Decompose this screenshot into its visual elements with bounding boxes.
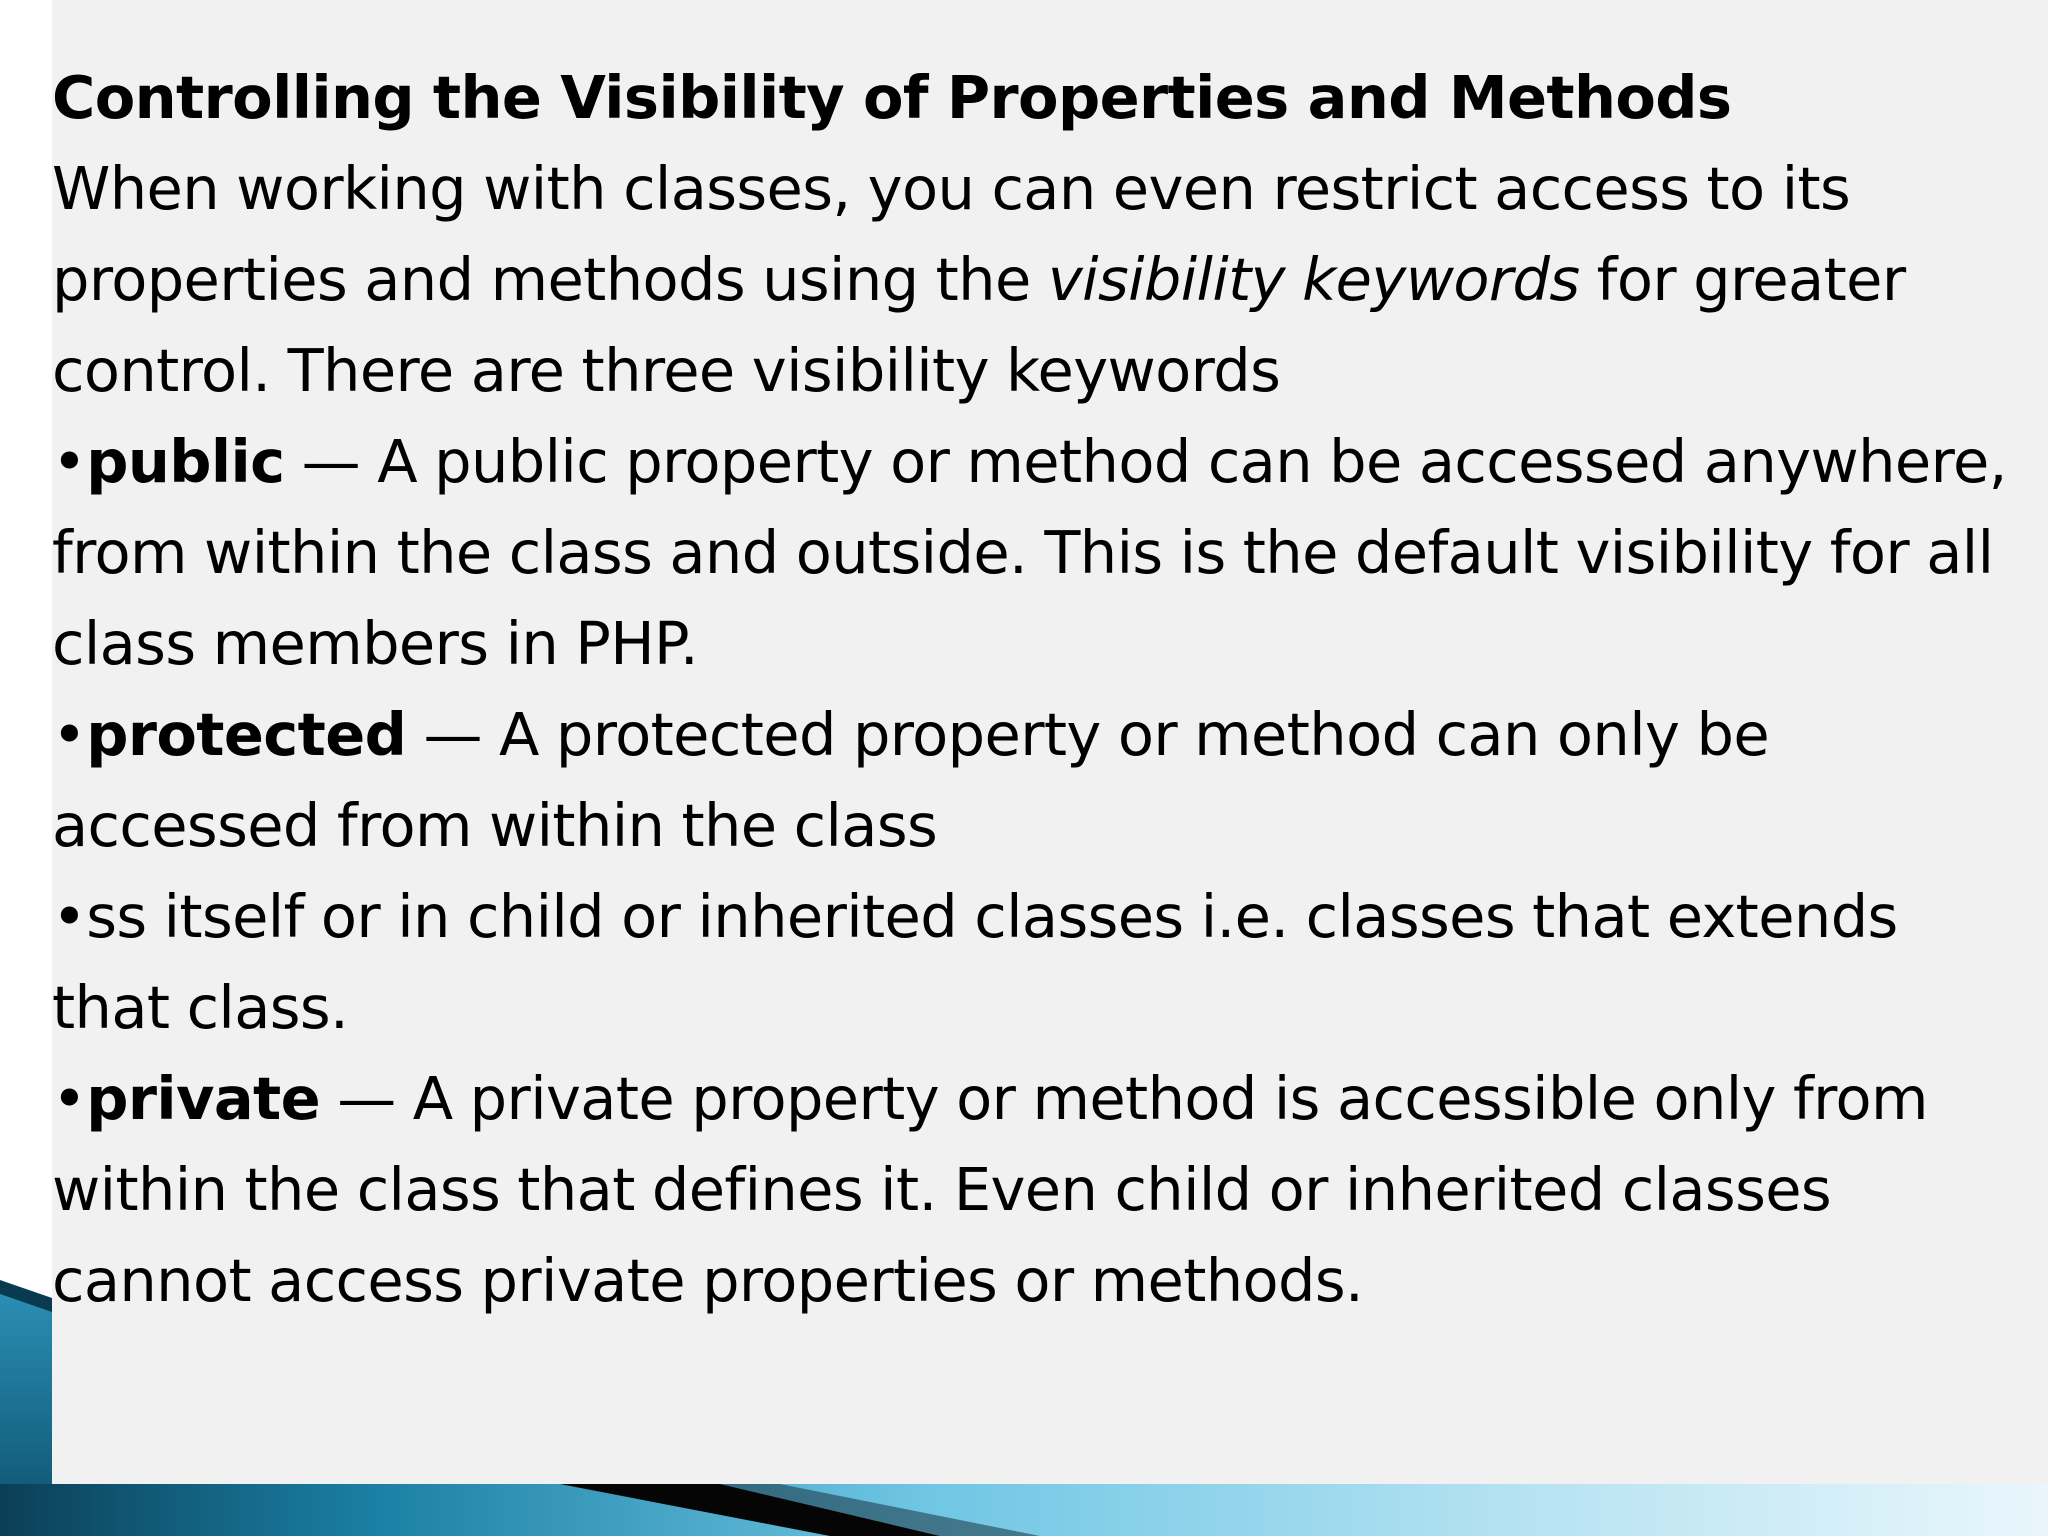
intro-text-before: When working with classes, you can even restrict access to its properties and methods using the: [52, 154, 1851, 314]
bullet-marker: •: [52, 1064, 87, 1133]
intro-text-after: for greater control. There are three visibility keywords: [52, 245, 1906, 405]
keyword-public: public: [86, 427, 285, 496]
slide-title: Controlling the Visibility of Properties and Methods: [52, 63, 1732, 132]
keyword-private: private: [86, 1064, 321, 1133]
bullet-protected-text: — A protected property or method can only be accessed from within the class: [52, 700, 1770, 860]
bullet-marker: •: [52, 882, 87, 951]
bullet-public: [52, 416, 2012, 689]
bullet-continuation: [52, 871, 2012, 1053]
bullet-public-text: — A public property or method can be accessed anywhere, from within the class and outside. This is the default visibility for all class members in PHP.: [52, 427, 2007, 678]
keyword-protected: protected: [86, 700, 407, 769]
bottom-wave-band: [0, 1484, 2048, 1536]
slide-body: [52, 52, 2012, 1326]
bullet-marker: •: [52, 700, 87, 769]
bullet-continuation-text: ss itself or in child or inherited classes i.e. classes that extends that class.: [52, 882, 1898, 1042]
bullet-protected: [52, 689, 2012, 871]
intro-emphasis: visibility keywords: [1047, 245, 1580, 314]
bullet-private: [52, 1053, 2012, 1326]
bullet-marker: •: [52, 427, 87, 496]
intro-paragraph: [52, 143, 2012, 416]
bullet-private-text: — A private property or method is accessible only from within the class that defines it. Even child or inherited classes cannot access private properties or methods.: [52, 1064, 1928, 1315]
